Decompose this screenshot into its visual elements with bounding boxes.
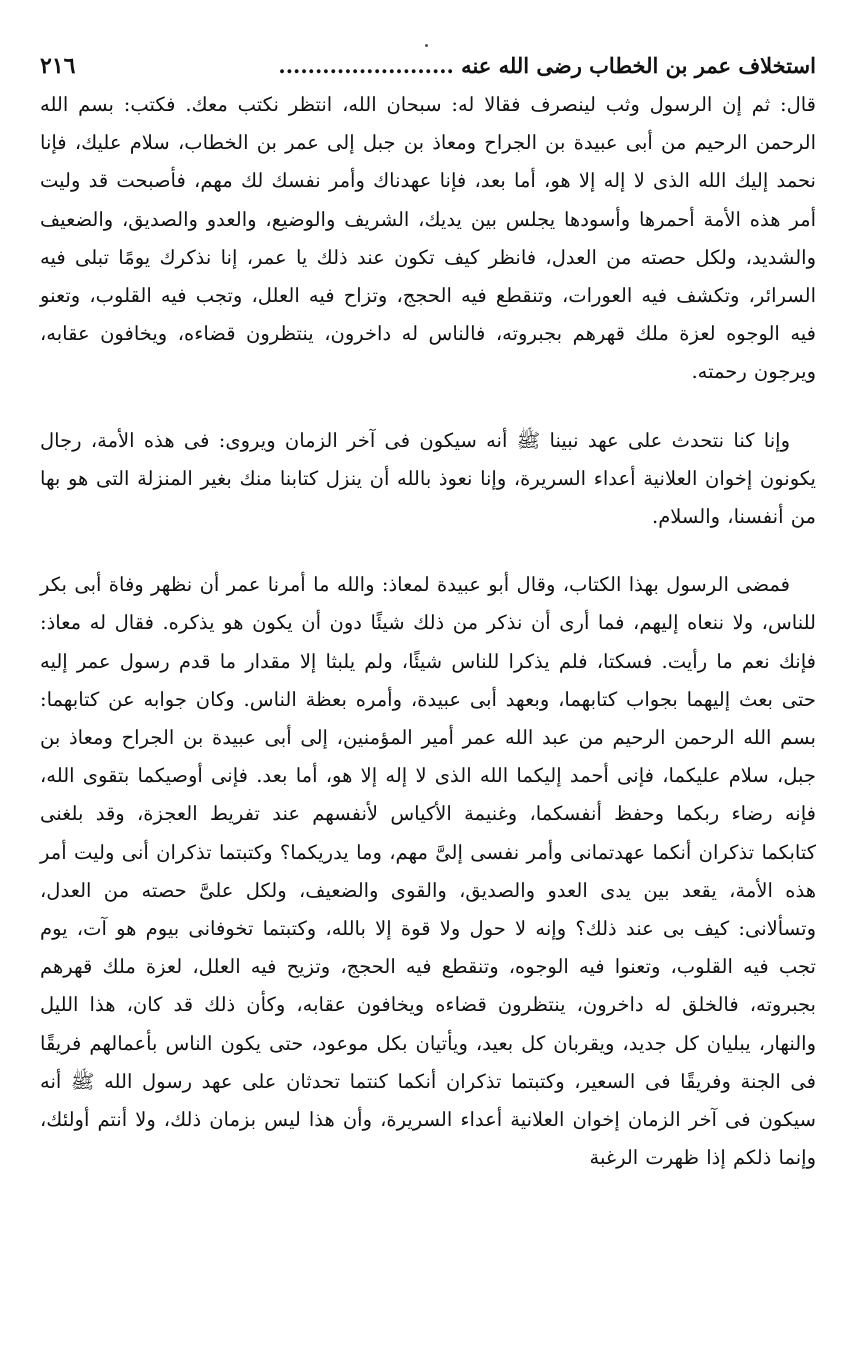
paragraph-letter: قال: ثم إن الرسول وثب لينصرف فقالا له: سبحان الله، انتظر نكتب معك. فكتب: بسم الله الرحمن الرحيم من أبى عبيدة بن الجراح ومعاذ بن جبل إلى عمر بن الخطاب، سلام عليك، فإنا نحمد إليك الله الذى لا إله إلا هو، أما بعد، فإنا عهدناك وأمر نفسك لك مهم، فأصبحت قد وليت أمر هذه الأمة أحمرها وأسودها يجلس بين يديك، الشريف والوضيع، والعدو والصديق، والضعيف والشديد، ولكل حصته من العدل، فانظر كيف تكون عند ذلك يا عمر، إنا نذكرك يومًا تبلى فيه السرائر، وتكشف فيه العورات، وتنقطع فيه الحجج، وتزاح فيه العلل، وتجب فيه القلوب، وتعنو فيه الوجوه لعزة ملك قهرهم بجبروته، فالناس له داخرون، ينتظرون قضاءه، ويخافون عقابه، ويرجون رحمته. (40, 93, 816, 384)
paragraph-reply: فمضى الرسول بهذا الكتاب، وقال أبو عبيدة لمعاذ: والله ما أمرنا عمر أن نظهر وفاة أبى بكر للناس، ولا ننعاه إليهم، فما أرى أن نذكر من ذلك شيئًا دون أن يكون هو يذكره. فقال له معاذ: فإنك نعم ما رأيت. فسكتا، فلم يذكرا للناس شيئًا، ولم يلبثا إلا مقدار ما قدم رسول عمر إليه حتى بعث إليهما بجواب كتابهما، وبعهد أبى عبيدة، وأمره بعظة الناس. وكان جوابه عن كتابهما: بسم الله الرحمن الرحيم من عبد الله عمر أمير المؤمنين، إلى أبى عبيدة بن الجراح ومعاذ بن جبل، سلام عليكما، فإنى أحمد إليكما الله الذى لا إله إلا هو، أما بعد. فإنى أوصيكما بتقوى الله، فإنه رضاء ربكما وحفظ أنفسكما، وغنيمة الأكياس لأنفسهم عند تفريط العجزة، وقد بلغنى كتابكما تذكران أنكما عهدتمانى وأمر نفسى إلىَّ مهم، وما يدريكما؟ وكتبتما تذكران أنى وليت أمر هذه الأمة، يقعد بين يدى العدو والصديق، والقوى والضعيف، ولكل علىَّ حصته من العدل، وتسألانى: كيف بى عند ذلك؟ وإنه لا حول ولا قوة إلا بالله، وكتبتما تخوفانى بيوم هو آت، يوم تجب فيه القلوب، وتعنوا فيه الوجوه، وتنقطع فيه الحجج، وتزيح فيه العلل، لعزة ملك قهرهم بجبروته، فالخلق له داخرون، ينتظرون قضاءه ويخافون عقابه، وكأن ذلك قد كان، هذا الليل والنهار، يبليان كل جديد، ويقربان كل بعيد، ويأتيان بكل موعود، حتى يكون الناس بأعمالهم فريقًا فى الجنة وفريقًا فى السعير، وكتبتما تذكران أنكما كنتما تحدثان على عهد رسول الله ﷺ أنه سيكون فى آخر الزمان إخوان العلانية أعداء السريرة، وأن هذا ليس بزمان ذلك، ولا أنتم أولئك، وإنما ذلكم إذا ظهرت الرغبة (40, 573, 816, 1170)
print-speck (425, 44, 428, 47)
book-page (40, 50, 816, 1177)
page-number: ٢١٦ (40, 53, 76, 79)
running-header (40, 50, 816, 82)
running-title: استخلاف عمر بن الخطاب رضى الله عنه ........................ (278, 53, 816, 78)
paragraph-hadith: وإنا كنا نتحدث على عهد نبينا ﷺ أنه سيكون فى آخر الزمان ويروى: فى هذه الأمة، رجال يكونون إخوان العلانية أعداء السريرة، وإنا نعوذ بالله أن ينزل كتابنا منك بغير المنزلة التى هو بها من أنفسنا، والسلام. (40, 428, 816, 529)
